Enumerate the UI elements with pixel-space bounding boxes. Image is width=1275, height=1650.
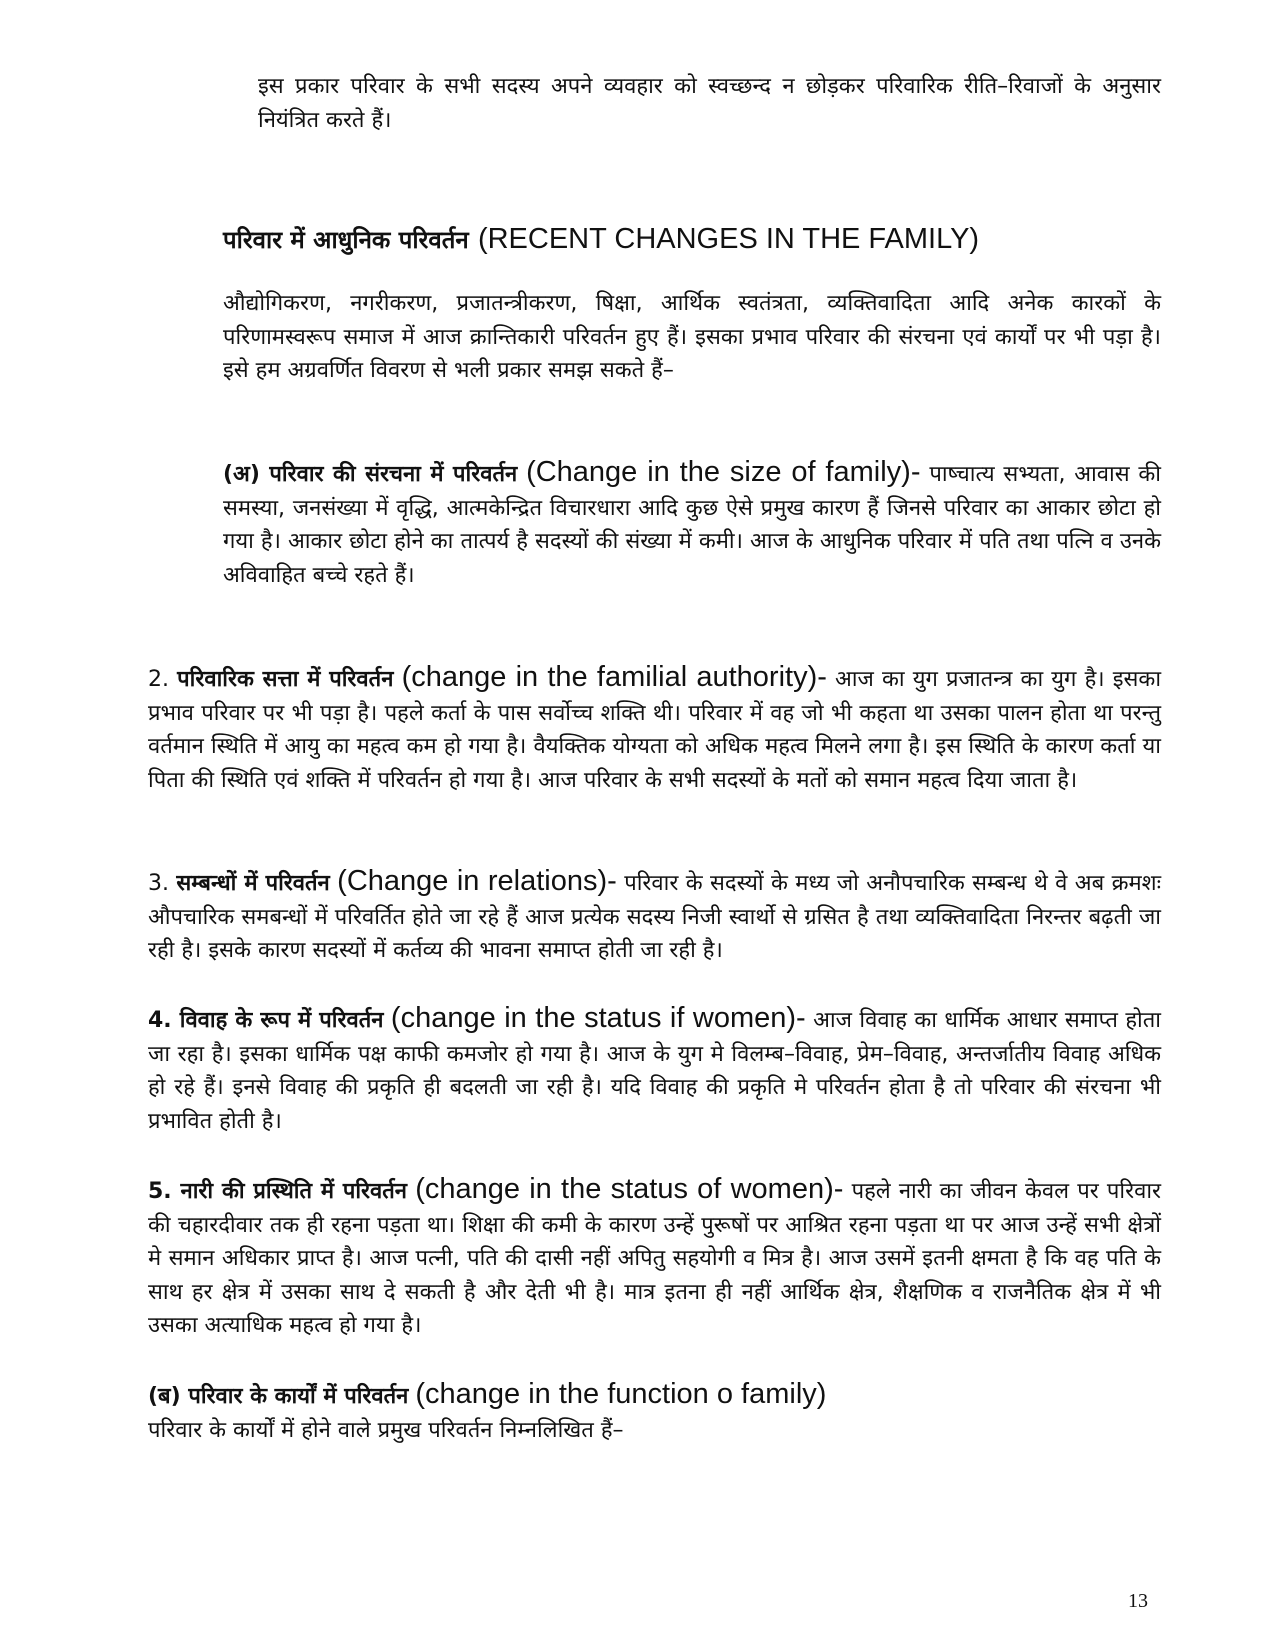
section-intro-paragraph (223, 287, 1161, 388)
item-5-label: 5. नारी की प्रस्थिति में परिवर्तन (148, 1179, 408, 1204)
intro-text: इस प्रकार परिवार के सभी सदस्य अपने व्यवहार को स्वच्छन्द न छोड़कर परिवारिक रीति–रिवाजों के अनुसार नियंत्रित करते हैं। (258, 74, 1161, 133)
part-a-english: (Change in the size of family)- (526, 456, 921, 488)
item-3-label: सम्बन्धों में परिवर्तन (176, 871, 330, 896)
section-intro-text: औद्योगिकरण, नगरीकरण, प्रजातन्त्रीकरण, षिक्षा, आर्थिक स्वतंत्रता, व्यक्तिवादिता आदि अनेक कारकों के परिणामस्वरूप समाज में आज क्रान्तिकारी परिवर्तन हुए हैं। इसका प्रभाव परिवार की संरचना एवं कार्यों पर भी पड़ा है। इसे हम अग्रवर्णित विवरण से भली प्रकार समझ सकते हैं– (223, 291, 1161, 383)
item-2-text: आज का युग प्रजातन्त्र का युग है। इसका प्रभाव परिवार पर भी पड़ा है। पहले कर्ता के पास सर्वोच्च शक्ति थी। परिवार में वह जो भी कहता था उसका पालन होता था परन्तु वर्तमान स्थिति में आयु का महत्व कम हो गया है। वैयक्तिक योग्यता को अधिक महत्व मिलने लगा है। इस स्थिति के कारण कर्ता या पिता की स्थिति एवं शक्ति में परिवर्तन हो गया है। आज परिवार के सभी सदस्यों के मतों को समान महत्व दिया जाता है। (148, 667, 1162, 793)
item-3-number: 3. (148, 871, 169, 896)
part-b-heading (148, 1378, 1161, 1414)
item-5-text: पहले नारी का जीवन केवल पर परिवार की चहारदीवार तक ही रहना पड़ता था। शिक्षा की कमी के कारण उन्हें पुरूषों पर आश्रित रहना पड़ता था पर आज उन्हें सभी क्षेत्रों मे समान अधिकार प्राप्त है। आज पत्नी, पति की दासी नहीं अपितु सहयोगी व मित्र है। आज उसमें इतनी क्षमता है कि वह पति के साथ हर क्षेत्र में उसका साथ दे सकती है और देती भी है। मात्र इतना ही नहीं आर्थिक क्षेत्र, शैक्षणिक व राजनैतिक क्षेत्र में भी उसका अत्याधिक महत्व हो गया है। (148, 1179, 1162, 1338)
part-a-label: (अ) परिवार की संरचना में परिवर्तन (223, 462, 518, 487)
item-3-paragraph (148, 865, 1161, 968)
item-3-text: परिवार के सदस्यों के मध्य जो अनौपचारिक सम्बन्ध थे वे अब क्रमशः औपचारिक समबन्धों में परिवर्तित होते जा रहे हैं आज प्रत्येक सदस्य निजी स्वार्थो से ग्रसित है तथा व्यक्तिवादिता निरन्तर बढ़ती जा रही है। इसके कारण सदस्यों में कर्तव्य की भावना समाप्त होती जा रही है। (148, 871, 1162, 963)
item-5-english: (change in the status of women)- (415, 1173, 844, 1205)
section-heading-english: (RECENT CHANGES IN THE FAMILY) (477, 223, 980, 255)
part-b-paragraph (148, 1378, 1161, 1447)
part-a-paragraph (223, 456, 1161, 592)
item-2-number: 2. (148, 667, 169, 692)
item-2-english: (change in the familial authority)- (401, 661, 827, 693)
item-2-label: परिवारिक सत्ता में परिवर्तन (177, 667, 394, 692)
part-b-english: (change in the function o family) (415, 1378, 827, 1410)
item-5-paragraph (148, 1173, 1161, 1343)
item-4-text: आज विवाह का धार्मिक आधार समाप्त होता जा रहा है। इसका धार्मिक पक्ष काफी कमजोर हो गया है। आज के युग मे विलम्ब–विवाह, प्रेम–विवाह, अन्तर्जातीय विवाह अधिक हो रहे हैं। इनसे विवाह की प्रकृति ही बदलती जा रही है। यदि विवाह की प्रकृति मे परिवर्तन होता है तो परिवार की संरचना भी प्रभावित होती है। (148, 1008, 1161, 1134)
part-b-text: परिवार के कार्यों में होने वाले प्रमुख परिवर्तन निम्नलिखित हैं– (148, 1417, 624, 1443)
page-number: 13 (1128, 1590, 1148, 1612)
section-heading (223, 218, 1161, 260)
item-4-english: (change in the status if women)- (390, 1002, 806, 1034)
part-b-label: (ब) परिवार के कार्यों में परिवर्तन (148, 1384, 409, 1409)
item-4-paragraph (148, 1002, 1161, 1138)
item-3-english: (Change in relations)- (337, 865, 617, 897)
part-a-text: पाष्चात्य सभ्यता, आवास की समस्या, जनसंख्या में वृद्धि, आत्मकेन्द्रित विचारधारा आदि कुछ ऐसे प्रमुख कारण हैं जिनसे परिवार का आकार छोटा हो गया है। आकार छोटा होने का तात्पर्य है सदस्यों की संख्या में कमी। आज के आधुनिक परिवार में पति तथा पत्नि व उनके अविवाहित बच्चे रहते हैं। (223, 462, 1161, 588)
item-2-paragraph (148, 661, 1161, 797)
intro-paragraph (258, 70, 1161, 137)
item-4-label: 4. विवाह के रूप में परिवर्तन (148, 1008, 384, 1033)
section-heading-hindi: परिवार में आधुनिक परिवर्तन (223, 226, 469, 254)
